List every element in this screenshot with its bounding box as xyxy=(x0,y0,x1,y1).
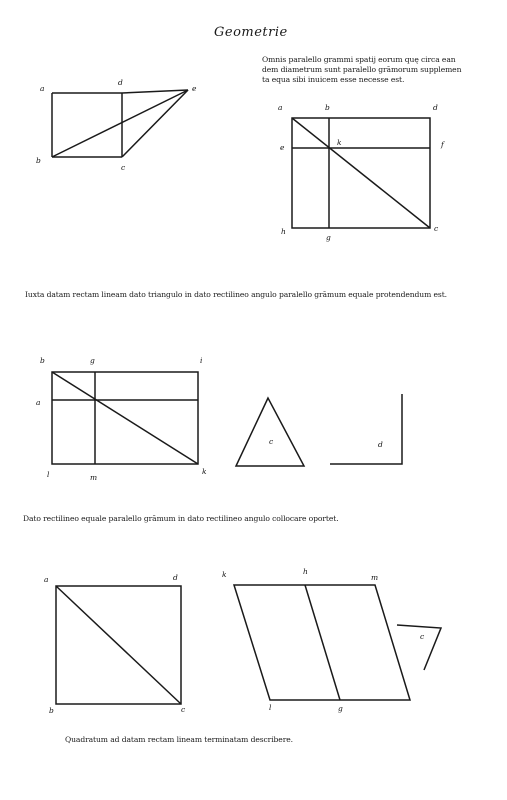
fig1-label-e: e xyxy=(192,84,197,93)
fig2-label-c: c xyxy=(434,224,439,233)
fig3-label-m: m xyxy=(90,473,98,482)
fig3-diagonal xyxy=(52,372,198,464)
fig4-triangle xyxy=(236,398,304,466)
caption-line: Omnis paralello grammi spatij eorum quę circa ean xyxy=(262,55,456,64)
figure-5-square xyxy=(56,586,181,704)
fig3-label-k: k xyxy=(202,467,207,476)
fig4-label-d: d xyxy=(378,440,383,449)
fig2-label-d: d xyxy=(433,103,438,112)
fig1-label-a: a xyxy=(40,84,45,93)
fig2-label-e: e xyxy=(280,143,285,152)
figure-6-parallelograms xyxy=(234,585,410,700)
fig1-label-d: d xyxy=(118,78,123,87)
fig6-label-h: h xyxy=(303,567,308,576)
fig4-label-c: c xyxy=(269,437,274,446)
caption-line: ta equa sibi inuicem esse necesse est. xyxy=(262,75,405,84)
fig3-label-g: g xyxy=(90,356,95,365)
fig4-angle xyxy=(330,394,402,464)
fig1-slant-edge xyxy=(122,90,188,157)
fig6-divider xyxy=(305,585,340,700)
fig6-label-m: m xyxy=(371,573,379,582)
caption-proposition-4: Quadratum ad datam rectam lineam terminatam describere. xyxy=(65,735,293,744)
fig5-diagonal xyxy=(56,586,181,704)
figure-2-complements xyxy=(292,118,430,228)
fig7-label-c: c xyxy=(420,632,425,641)
fig5-label-d: d xyxy=(173,573,178,582)
figure-4-angle xyxy=(330,394,402,464)
fig2-label-h: h xyxy=(281,227,286,236)
fig3-label-b: b xyxy=(40,356,45,365)
fig6-label-k: k xyxy=(222,570,227,579)
fig3-label-l: l xyxy=(47,470,50,479)
fig2-label-k: k xyxy=(337,138,342,147)
fig2-label-a: a xyxy=(278,103,283,112)
figure-3-rectangle xyxy=(52,372,198,464)
fig2-diagonal xyxy=(292,118,430,228)
fig5-label-c: c xyxy=(181,705,186,714)
fig2-label-g: g xyxy=(326,233,331,242)
fig6-label-g: g xyxy=(338,704,343,713)
fig7-angle xyxy=(397,625,441,670)
caption-line: dem diametrum sunt paralello grāmorum supplemen xyxy=(262,65,462,74)
fig5-label-b: b xyxy=(49,706,54,715)
fig1-top-extension xyxy=(122,90,188,93)
page-title: Geometrie xyxy=(214,25,288,40)
caption-proposition-2: Iuxta datam rectam lineam dato triangulo in dato rectilineo angulo paralello grāmum equale protendendum est. xyxy=(25,290,447,299)
fig5-label-a: a xyxy=(44,575,49,584)
fig1-diagonal xyxy=(52,90,188,157)
figure-7-angle xyxy=(397,625,441,670)
figure-1-parallelogram xyxy=(52,90,188,157)
figure-4-triangle xyxy=(236,398,304,466)
fig1-label-c: c xyxy=(121,163,126,172)
caption-proposition-3: Dato rectilineo equale paralello grāmum in dato rectilineo angulo collocare oportet. xyxy=(23,514,339,523)
fig2-label-f: f xyxy=(441,140,444,149)
fig1-label-b: b xyxy=(36,156,41,165)
fig2-label-b: b xyxy=(325,103,330,112)
fig3-label-i: i xyxy=(200,356,203,365)
fig3-label-a: a xyxy=(36,398,41,407)
fig6-label-l: l xyxy=(269,703,272,712)
